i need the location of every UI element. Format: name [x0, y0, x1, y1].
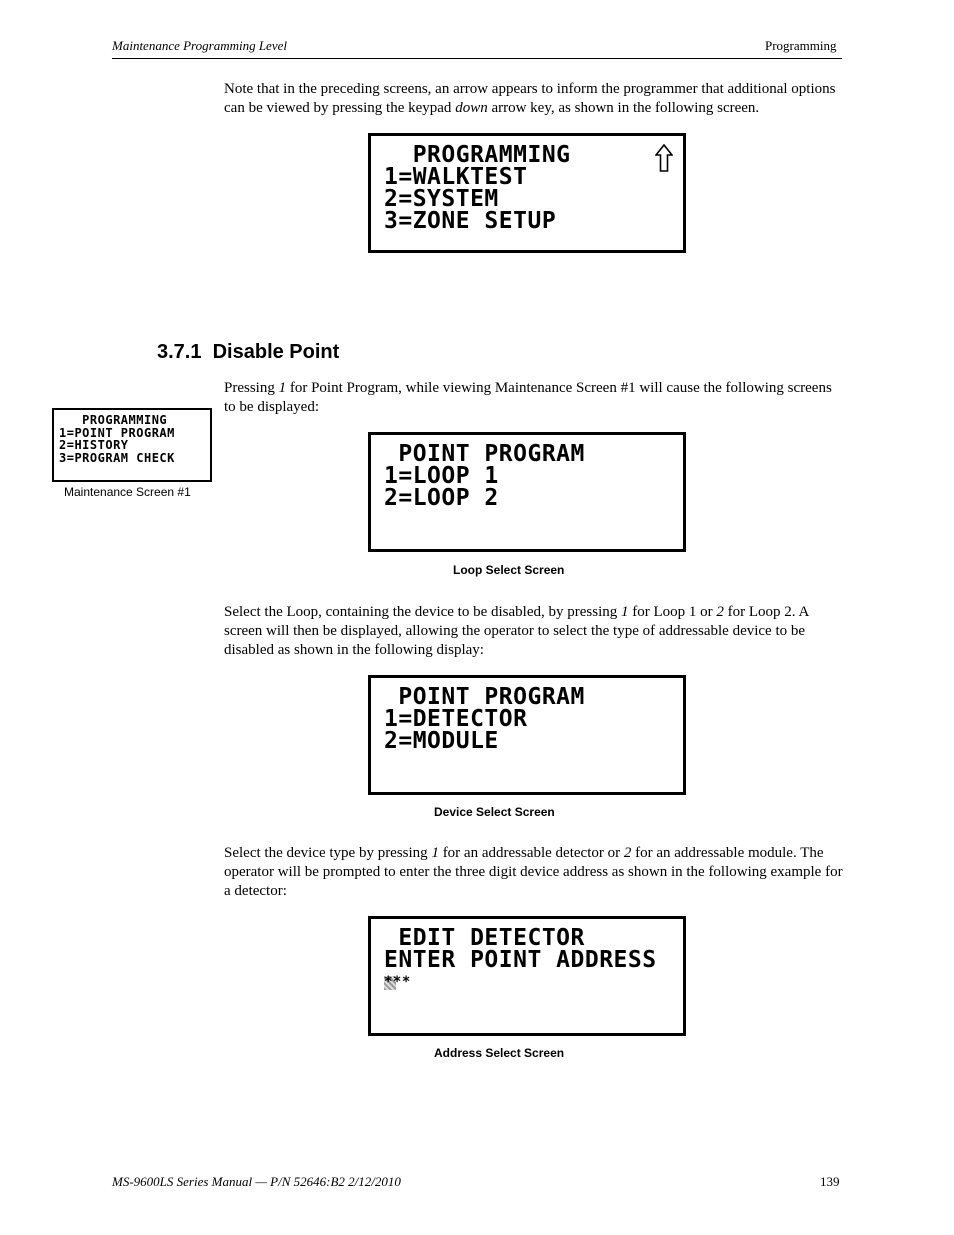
- lcd-programming-screen: [368, 133, 686, 253]
- paragraph-point-program: Pressing 1 for Point Program, while viewing Maintenance Screen #1 will cause the following screens to be displayed:: [224, 380, 832, 415]
- running-header-right: Programming: [765, 38, 837, 53]
- address-select-caption: Address Select Screen: [434, 1046, 565, 1060]
- lcd-line: 3=PROGRAM CHECK: [59, 450, 175, 465]
- lcd-line: 1=LOOP 1: [384, 463, 499, 489]
- address-entry: ***: [384, 974, 411, 990]
- up-arrow-icon: [655, 144, 673, 172]
- paragraph-select-loop: Select the Loop, containing the device to be disabled, by pressing 1 for Loop 1 or 2 for Loop 2. A screen will then be displayed, allowing the operator to select the type of addressable device to be disabled as shown in the following display:: [224, 604, 809, 658]
- lcd-line: PROGRAMMING: [59, 413, 168, 427]
- page-number: 139: [820, 1174, 840, 1189]
- lcd-line: 2=SYSTEM: [384, 186, 499, 212]
- lcd-address-select-screen: [368, 916, 686, 1036]
- device-select-caption: Device Select Screen: [434, 805, 555, 819]
- lcd-line: 1=DETECTOR: [384, 706, 528, 732]
- intro-paragraph: Note that in the preceding screens, an arrow appears to inform the programmer that additional options can be viewed by pressing the keypad down arrow key, as shown in the following screen.: [224, 81, 836, 116]
- loop-select-caption: Loop Select Screen: [453, 563, 565, 577]
- lcd-maintenance-screen: [52, 408, 212, 482]
- lcd-line: 2=LOOP 2: [384, 485, 499, 511]
- paragraph-select-device: Select the device type by pressing 1 for an addressable detector or 2 for an addressable module. The operator will be prompted to enter the three digit device address as shown in the following example for a detector:: [224, 845, 843, 899]
- lcd-line: 1=POINT PROGRAM: [59, 425, 175, 440]
- lcd-line: POINT PROGRAM: [384, 684, 585, 710]
- lcd-line: 2=MODULE: [384, 728, 499, 754]
- lcd-loop-select-screen: [368, 432, 686, 552]
- header-rule: [112, 58, 842, 59]
- lcd-line: PROGRAMMING: [384, 142, 571, 168]
- lcd-line: ENTER POINT ADDRESS: [384, 947, 657, 973]
- lcd-line: 3=ZONE SETUP: [384, 208, 557, 234]
- running-header-left: Maintenance Programming Level: [112, 38, 287, 53]
- lcd-line: EDIT DETECTOR: [384, 925, 585, 951]
- maintenance-screen-caption: Maintenance Screen #1: [64, 485, 191, 499]
- lcd-device-select-screen: [368, 675, 686, 795]
- footer-manual-title: MS-9600LS Series Manual — P/N 52646:B2 2/12/2010: [112, 1174, 401, 1189]
- section-heading: 3.7.1 Disable Point: [157, 341, 340, 363]
- lcd-line: POINT PROGRAM: [384, 441, 585, 467]
- lcd-line: 1=WALKTEST: [384, 164, 528, 190]
- lcd-line: 2=HISTORY: [59, 438, 129, 452]
